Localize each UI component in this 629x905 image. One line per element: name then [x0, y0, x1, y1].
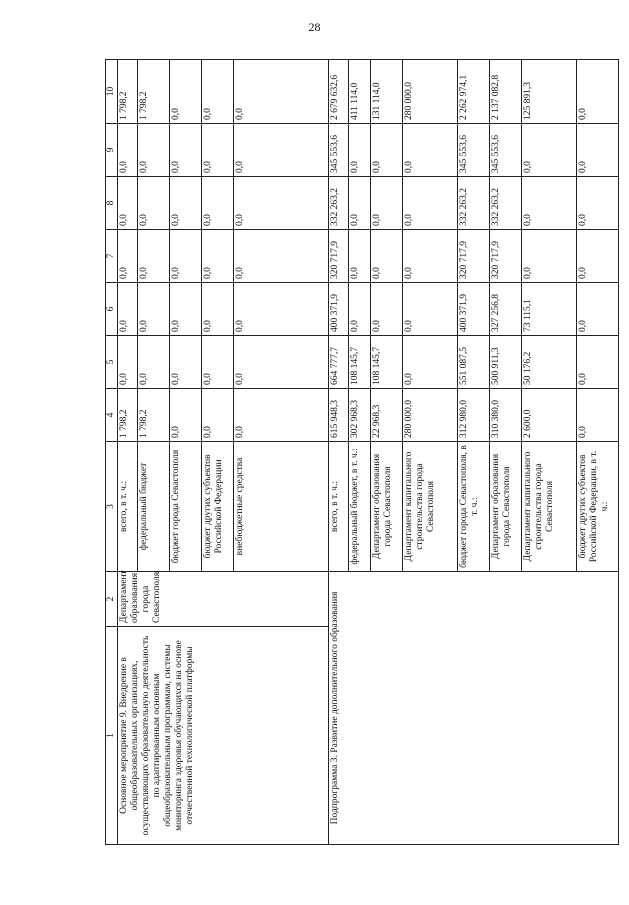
cell: 131 114,0 — [371, 60, 403, 124]
cell: 0,0 — [138, 336, 170, 389]
cell: 0,0 — [349, 124, 371, 177]
cell: 664 777,7 — [329, 336, 349, 389]
table-row — [329, 60, 349, 845]
cell: 310 380,0 — [490, 389, 522, 442]
cell: 0,0 — [202, 389, 234, 442]
cell: 0,0 — [403, 124, 458, 177]
col-num: 1 — [106, 627, 118, 845]
cell: 2 679 632,6 — [329, 60, 349, 124]
cell: 0,0 — [234, 124, 329, 177]
cell: 0,0 — [403, 336, 458, 389]
cell: 345 553,6 — [329, 124, 349, 177]
cell: 22 968,3 — [371, 389, 403, 442]
cell: 125 891,3 — [522, 60, 577, 124]
cell: 332 263,2 — [458, 177, 490, 230]
cell: 2 600,0 — [522, 389, 577, 442]
col-num: 10 — [106, 60, 118, 124]
col-num: 8 — [106, 177, 118, 230]
cell: 615 948,3 — [329, 389, 349, 442]
cell: 0,0 — [403, 177, 458, 230]
cell: 0,0 — [170, 60, 202, 124]
cell: 0,0 — [522, 230, 577, 283]
cell: 0,0 — [577, 230, 619, 283]
cell: 280 000,0 — [403, 389, 458, 442]
measure9-title: Основное мероприятие 9. Внедрение в общеобразовательных организациях, осуществляющих образовательную деятельность по адаптированным основным общеобразовательным программам, системы мониторинга здоровья обучающихся на основе отечественной технологической платформы — [118, 627, 329, 845]
row-label: федеральный бюджет — [138, 442, 170, 572]
cell: 312 980,0 — [458, 389, 490, 442]
col-num: 6 — [106, 283, 118, 336]
row-label: бюджет города Севастополя — [170, 442, 202, 572]
row-label: Департамент капитального строительства города Севастополя — [403, 442, 458, 572]
cell: 0,0 — [234, 283, 329, 336]
cell: 108 145,7 — [371, 336, 403, 389]
cell: 0,0 — [170, 177, 202, 230]
cell: 0,0 — [522, 177, 577, 230]
cell: 0,0 — [371, 177, 403, 230]
cell: 2 262 974,1 — [458, 60, 490, 124]
budget-table — [105, 59, 619, 845]
cell: 0,0 — [349, 177, 371, 230]
cell: 2 137 082,8 — [490, 60, 522, 124]
cell: 0,0 — [371, 230, 403, 283]
cell: 0,0 — [118, 283, 138, 336]
cell: 73 115,1 — [522, 283, 577, 336]
cell: 320 717,9 — [490, 230, 522, 283]
row-label: бюджет других субъектов Российской Федерации — [202, 442, 234, 572]
cell: 0,0 — [371, 283, 403, 336]
cell: 0,0 — [577, 177, 619, 230]
cell: 0,0 — [118, 336, 138, 389]
cell: 0,0 — [577, 389, 619, 442]
cell: 332 263,2 — [329, 177, 349, 230]
cell: 0,0 — [202, 336, 234, 389]
cell: 0,0 — [138, 124, 170, 177]
cell: 0,0 — [371, 124, 403, 177]
cell: 411 114,0 — [349, 60, 371, 124]
cell: 108 145,7 — [349, 336, 371, 389]
cell: 0,0 — [170, 124, 202, 177]
row-label: Департамент образования города Севастополя — [490, 442, 522, 572]
cell: 0,0 — [234, 336, 329, 389]
rotated-table-wrapper — [105, 60, 610, 845]
col-num: 9 — [106, 124, 118, 177]
cell: 1 798,2 — [138, 60, 170, 124]
cell: 0,0 — [202, 177, 234, 230]
cell: 0,0 — [170, 336, 202, 389]
cell: 0,0 — [170, 230, 202, 283]
cell: 500 911,3 — [490, 336, 522, 389]
page-number: 28 — [308, 20, 321, 34]
cell: 0,0 — [170, 389, 202, 442]
cell: 0,0 — [234, 60, 329, 124]
row-label: всего, в т. ч.: — [329, 442, 349, 572]
cell: 0,0 — [522, 124, 577, 177]
cell: 0,0 — [234, 389, 329, 442]
cell: 0,0 — [403, 230, 458, 283]
col-num: 2 — [106, 572, 118, 627]
cell: 0,0 — [234, 177, 329, 230]
row-label: бюджет города Севастополя, в т. ч.: — [458, 442, 490, 572]
cell: 0,0 — [202, 230, 234, 283]
cell: 332 263,2 — [490, 177, 522, 230]
cell: 400 371,9 — [458, 283, 490, 336]
row-label: федеральный бюджет, в т. ч.: — [349, 442, 371, 572]
row-label: внебюджетные средства — [234, 442, 329, 572]
row-label: бюджет других субъектов Российской Федерации, в т. ч.: — [577, 442, 619, 572]
cell: 400 371,9 — [329, 283, 349, 336]
row-label: Департамент образования города Севастополя — [371, 442, 403, 572]
cell: 0,0 — [118, 124, 138, 177]
cell: 345 553,6 — [458, 124, 490, 177]
col-num: 3 — [106, 442, 118, 572]
col-num: 5 — [106, 336, 118, 389]
cell: 0,0 — [577, 336, 619, 389]
cell: 0,0 — [138, 283, 170, 336]
cell: 320 717,9 — [329, 230, 349, 283]
cell: 1 798,2 — [138, 389, 170, 442]
row-label: всего, в т. ч.: — [118, 442, 138, 572]
cell: 0,0 — [202, 124, 234, 177]
cell: 0,0 — [118, 230, 138, 283]
cell: 0,0 — [349, 230, 371, 283]
cell: 50 176,2 — [522, 336, 577, 389]
cell: 0,0 — [138, 230, 170, 283]
row-label: Департамент капитального строительства города Севастополя — [522, 442, 577, 572]
measure9-executor: Департамент образования города Севастополя — [118, 572, 329, 627]
cell: 1 798,2 — [118, 389, 138, 442]
cell: 0,0 — [202, 60, 234, 124]
cell: 0,0 — [138, 177, 170, 230]
cell: 0,0 — [170, 283, 202, 336]
cell: 0,0 — [202, 283, 234, 336]
cell: 0,0 — [118, 177, 138, 230]
cell: 320 717,9 — [458, 230, 490, 283]
table-row — [118, 60, 138, 845]
cell: 0,0 — [577, 60, 619, 124]
cell: 0,0 — [577, 283, 619, 336]
cell: 302 968,3 — [349, 389, 371, 442]
column-number-row — [106, 60, 118, 845]
cell: 345 553,6 — [490, 124, 522, 177]
cell: 1 798,2 — [118, 60, 138, 124]
cell: 0,0 — [403, 283, 458, 336]
cell: 280 000,0 — [403, 60, 458, 124]
cell: 551 087,5 — [458, 336, 490, 389]
subprogram3-title: Подпрограмма 3. Развитие дополнительного образования — [329, 572, 619, 845]
cell: 0,0 — [577, 124, 619, 177]
cell: 0,0 — [234, 230, 329, 283]
col-num: 7 — [106, 230, 118, 283]
cell: 0,0 — [349, 283, 371, 336]
col-num: 4 — [106, 389, 118, 442]
cell: 327 256,8 — [490, 283, 522, 336]
